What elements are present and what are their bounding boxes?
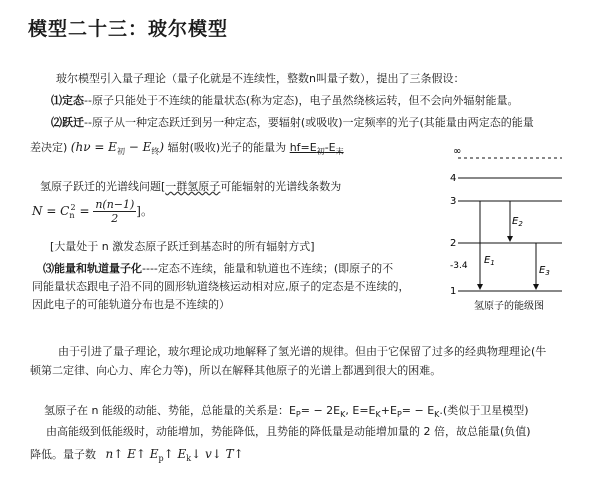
assumption-3-line3: 因此电子的可能轨道分布也是不连续的） [32, 298, 230, 311]
arrow-e2-label: $E_2$ [512, 216, 523, 228]
para4-line1-pre: 氢原子在 n 能级的动能、势能，总能量的关系是： [44, 404, 289, 417]
spectral-line-question [40, 180, 341, 194]
level-3-label: 3 [450, 196, 457, 207]
level-infinity-label: ∞ [453, 146, 462, 157]
assumption-1-text: --原子只能处于不连续的能量状态(称为定态)，电子虽然绕核运转，但不会向外辐射能量。 [84, 94, 519, 107]
para3-line2: 顿第二定律、向心力、库仑力等)，所以在解释其他原子的光谱上都遇到很大的困难。 [30, 364, 442, 377]
assumption-2-text: --原子从一种定态跃迁到另一种定态，要辐射(或吸收)一定频率的光子(其能量由两定态的能量 [84, 116, 534, 129]
energy-level-diagram [440, 145, 580, 315]
assumption-2-cont-pre: 差决定) [30, 141, 68, 154]
para4-line1-post: (类似于卫星模型) [442, 404, 529, 417]
level-1-label: 1 [450, 286, 457, 297]
page-title: 模型二十三：玻尔模型 [28, 18, 229, 40]
para3-line1: 由于引进了量子理论，玻尔理论成功地解释了氢光谱的规律。但由于它保留了过多的经典物理理论(牛 [58, 345, 547, 358]
planck-formula: $(h\nu = E_初 - E_终)$ [70, 140, 165, 156]
assumption-2 [51, 116, 534, 130]
para4-line3 [30, 447, 244, 466]
assumption-1 [51, 94, 519, 108]
para4-line1: 氢原子在 n 能级的动能、势能，总能量的关系是：$E_P= - 2E_K$, $E=E_K+E_P= - E_K$.(类似于卫星模型) [44, 404, 529, 419]
quantum-trend-formula: n↑ E↑ $E_p↑$ $E_k↓$ v↓ T↑ [105, 447, 244, 463]
assumption-3-line2: 同能量状态跟电子沿不同的圆形轨道绕核运动相对应,原子的定态是不连续的， [32, 280, 410, 293]
para4-line3-pre: 降低。量子数 [30, 448, 96, 461]
assumption-2-cont-post: 辐射(吸收)光子的能量为 [167, 141, 287, 154]
spectral-count-formula: $N = C_n^2$ = $\frac{n(n-1)}{2}$ ]。 [32, 198, 153, 225]
spectral-text-wave: 一群氢原子 [165, 180, 221, 193]
spectral-text-pre: 氢原子跃迁的光谱线问题[ [40, 180, 166, 193]
energy-difference-formula: $hf=E_初-E_末$ [289, 141, 344, 156]
assumption-3 [43, 262, 393, 276]
assumption-3-text: ----定态不连续，能量和轨道也不连续；(即原子的不 [142, 262, 394, 275]
level-2-label: 2 [450, 238, 457, 249]
para4-line2: 由高能级到低能级时，动能增加，势能降低，且势能的降低量是动能增加量的 2 倍，故总能量(负值) [46, 425, 531, 438]
assumption-2-continued [30, 140, 344, 159]
arrow-e3-label: $E_3$ [539, 265, 550, 277]
level-4-label: 4 [450, 173, 457, 184]
excited-state-note: [大量处于 n 激发态原子跃迁到基态时的所有辐射方式] [50, 240, 315, 253]
arrow-e1-label: $E_1$ [484, 255, 495, 267]
diagram-caption: 氢原子的能级图 [474, 301, 544, 312]
assumption-2-label: ⑵跃迁 [51, 116, 84, 129]
energy-minus-3-4: -3.4 [450, 261, 468, 271]
intro-text: 玻尔模型引入量子理论（量子化就是不连续性，整数n叫量子数），提出了三条假设： [56, 72, 465, 85]
assumption-3-label: ⑶能量和轨道量子化 [43, 262, 142, 275]
assumption-1-label: ⑴定态 [51, 94, 84, 107]
spectral-text-post: 可能辐射的光谱线条数为 [220, 180, 342, 193]
